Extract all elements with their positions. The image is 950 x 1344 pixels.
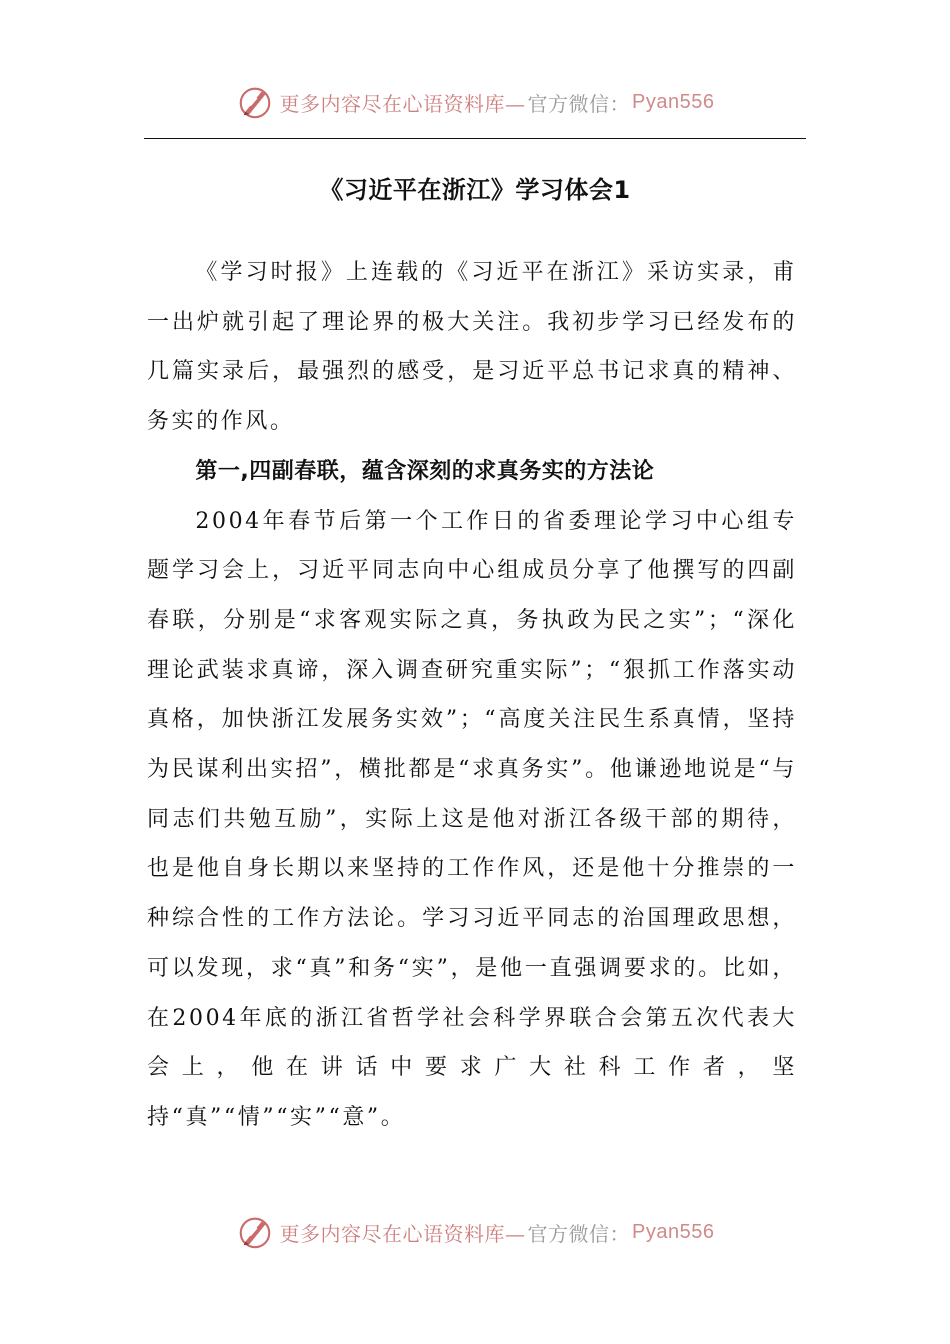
banner-wechat-label: 官方微信：: [527, 91, 631, 116]
section-heading: 第一,四副春联，蕴含深刻的求真务实的方法论: [195, 458, 655, 484]
intro-paragraph: 《学习时报》上连载的《习近平在浙江》采访实录，甫一出炉就引起了理论界的极大关注。我初步学习已经发布的几篇实录后，最强烈的感受，是习近平总书记求真的精神、务实的作风。: [147, 260, 797, 435]
pen-nib-logo-icon: [236, 1213, 274, 1251]
document-body: [147, 248, 797, 1143]
document-title: 《习近平在浙江》学习体会1: [319, 176, 631, 204]
banner-text: 更多内容尽在心语资料库—: [279, 91, 526, 116]
top-banner: [0, 80, 950, 124]
bottom-banner: [0, 1210, 950, 1254]
banner-wechat-id: Pyan556: [632, 90, 715, 113]
header-divider: [144, 138, 806, 139]
banner-wechat-id: Pyan556: [632, 1220, 715, 1243]
pen-nib-logo-icon: [236, 83, 274, 121]
banner-text: 更多内容尽在心语资料库—: [279, 1221, 526, 1246]
banner-wechat-label: 官方微信：: [527, 1221, 631, 1246]
section-paragraph: 2004年春节后第一个工作日的省委理论学习中心组专题学习会上，习近平同志向中心组成员分享了他撰写的四副春联，分别是“求客观实际之真，务执政为民之实”；“深化理论武装求真谛，深入调查研究重实际”；“狠抓工作落实动真格，加快浙江发展务实效”；“高度关注民生系真情，坚持为民谋利出实招”，横批都是“求真务实”。他谦逊地说是“与同志们共勉互励”，实际上这是他对浙江各级干部的期待，也是他自身长期以来坚持的工作作风，还是他十分推崇的一种综合性的工作方法论。学习习近平同志的治国理政思想，可以发现，求“真”和务“实”，是他一直强调要求的。比如，在2004年底的浙江省哲学社会科学界联合会第五次代表大会上，他在讲话中要求广大社科工作者，坚持“真”“情”“实”“意”。: [147, 508, 797, 1130]
